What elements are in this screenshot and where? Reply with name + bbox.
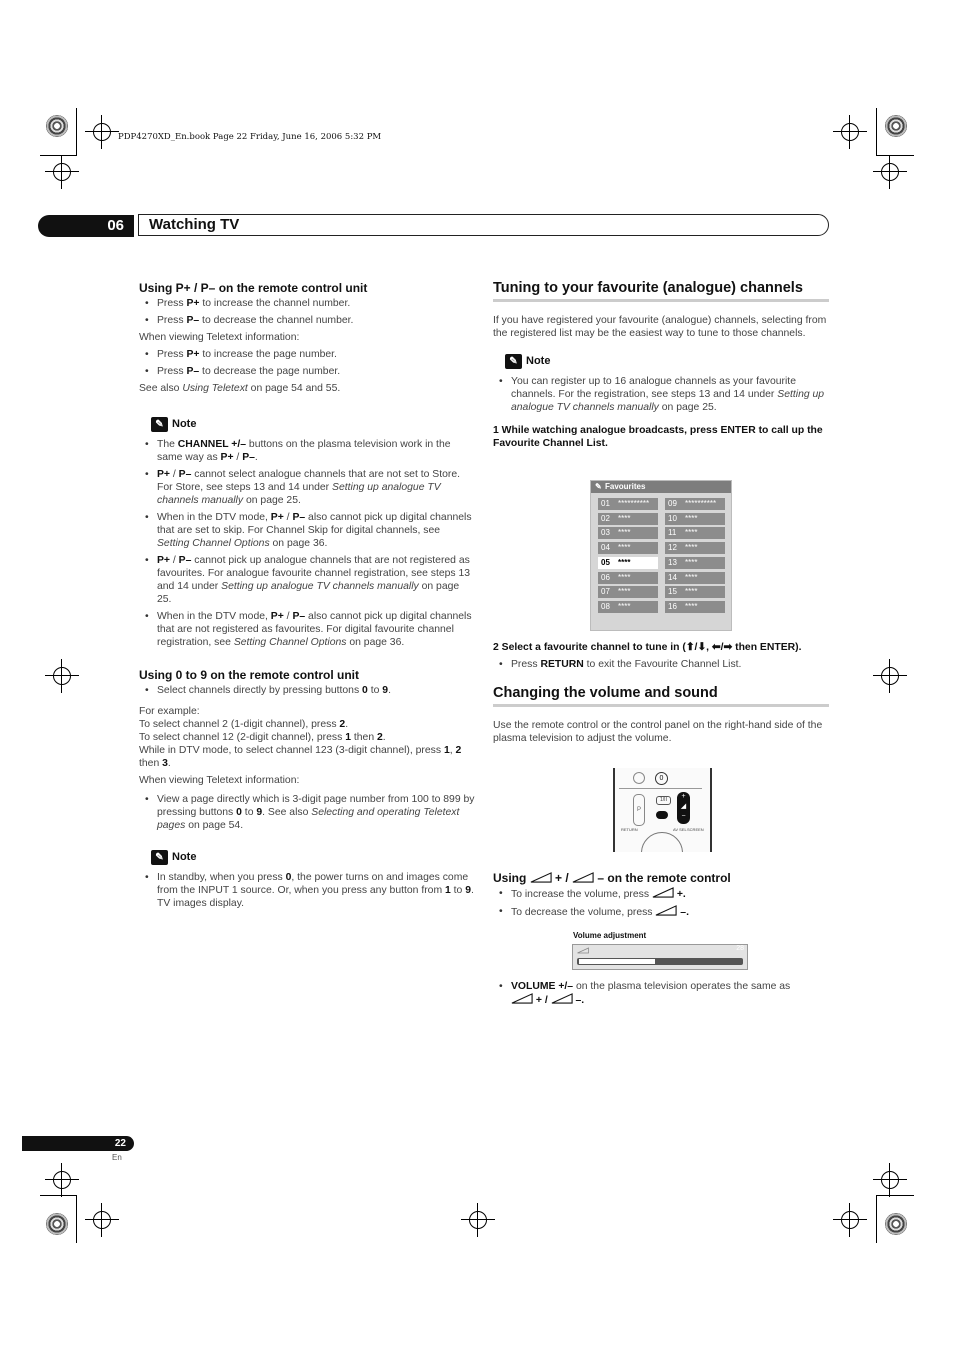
volume-fill bbox=[579, 959, 655, 964]
crop-mark bbox=[76, 108, 77, 156]
note-heading: ✎ Note bbox=[151, 417, 475, 432]
left-column bbox=[139, 282, 475, 914]
crop-mark bbox=[76, 1195, 77, 1243]
channel-name: **** bbox=[618, 557, 631, 567]
channel-number: 05 bbox=[601, 557, 610, 567]
channel-number: 07 bbox=[601, 587, 610, 597]
favourite-channel-row[interactable] bbox=[665, 572, 725, 584]
teletext-intro: When viewing Teletext information: bbox=[139, 332, 300, 343]
teletext-list bbox=[139, 348, 475, 378]
channel-number: 08 bbox=[601, 601, 610, 611]
channel-number: 12 bbox=[668, 543, 677, 553]
channel-number: 10 bbox=[668, 513, 677, 523]
registration-target bbox=[841, 1211, 859, 1229]
crop-mark bbox=[40, 155, 76, 156]
registration-target bbox=[93, 1211, 111, 1229]
list-item: • To increase the volume, press +. bbox=[493, 887, 829, 901]
volume-icon bbox=[530, 872, 552, 883]
channel-name: **** bbox=[685, 528, 698, 538]
digits-teletext-list bbox=[139, 793, 475, 832]
see-also: See also Using Teletext on page 54 and 55. bbox=[139, 383, 341, 394]
registration-target bbox=[53, 1171, 71, 1189]
right-column-volume bbox=[493, 872, 829, 923]
registration-target bbox=[881, 1171, 899, 1189]
favourite-channel-row[interactable] bbox=[598, 513, 658, 525]
note-heading: ✎ Note bbox=[505, 354, 829, 369]
channel-number: 02 bbox=[601, 513, 610, 523]
favourite-channel-row[interactable] bbox=[598, 586, 658, 598]
list-item: • Press P– to decrease the channel number. bbox=[139, 314, 475, 327]
remote-label-screen: SCREEN bbox=[687, 827, 704, 832]
digits-heading: Using 0 to 9 on the remote control unit bbox=[139, 668, 360, 682]
favourite-channel-row[interactable] bbox=[598, 601, 658, 613]
note-heading: ✎ Note bbox=[151, 850, 475, 865]
volume-section-heading: Changing the volume and sound bbox=[493, 687, 829, 707]
volume-osd-title: Volume adjustment bbox=[573, 931, 647, 940]
favourites-title-bar: ✎ Favourites bbox=[591, 481, 731, 493]
channel-name: **** bbox=[685, 601, 698, 611]
channel-number: 01 bbox=[601, 499, 610, 508]
favourite-channel-row[interactable] bbox=[598, 527, 658, 539]
channel-name: ********** bbox=[618, 499, 650, 508]
pplus-heading: Using P+ / P– on the remote control unit bbox=[139, 281, 368, 295]
list-item: • When in the DTV mode, P+ / P– also cannot pick up digital channels that are set to skip. For Channel Skip for digital channels, see Setting Channel Options on page 36. bbox=[139, 511, 475, 550]
favourite-channel-row[interactable] bbox=[598, 498, 658, 510]
remote-label-av-sel: AV SEL bbox=[673, 827, 687, 832]
channel-name: **** bbox=[685, 572, 698, 582]
channel-name: **** bbox=[685, 557, 698, 567]
remote-divider bbox=[619, 788, 702, 789]
pencil-icon: ✎ bbox=[595, 482, 602, 491]
list-item: • P+ / P– cannot pick up analogue channels that are not registered as favourites. For analogue favourite channel registration, see steps 13 and 14 under Setting up analogue TV channels manually on page 25. bbox=[139, 554, 475, 606]
channel-name: **** bbox=[685, 513, 698, 523]
list-item: • P+ / P– cannot select analogue channels that are not set to Store. For Store, see steps 13 and 14 under Setting up analogue TV channels manually on page 25. bbox=[139, 468, 475, 507]
channel-number: 11 bbox=[668, 528, 677, 538]
list-item: • Press P+ to increase the page number. bbox=[139, 348, 475, 361]
note2-list bbox=[139, 871, 475, 910]
right-column bbox=[493, 282, 829, 454]
chapter-title: Watching TV bbox=[149, 216, 240, 233]
volume-icon bbox=[511, 993, 533, 1004]
favourite-channel-row[interactable] bbox=[665, 542, 725, 554]
favourite-channel-row[interactable] bbox=[665, 527, 725, 539]
remote-volume-heading: Using + / – on the remote control bbox=[493, 871, 731, 885]
chapter-bar bbox=[138, 214, 829, 236]
channel-name: **** bbox=[685, 587, 698, 597]
favourite-channel-row[interactable] bbox=[598, 542, 658, 554]
favourite-channel-row[interactable] bbox=[665, 513, 725, 525]
pplus-list bbox=[139, 297, 475, 327]
channel-name: **** bbox=[618, 528, 631, 538]
registration-target bbox=[53, 667, 71, 685]
registration-target bbox=[841, 123, 859, 141]
remote-button-1-2: 1/II bbox=[656, 796, 671, 805]
favourite-channel-row[interactable] bbox=[665, 557, 725, 569]
favourites-list-screen bbox=[590, 480, 732, 631]
channel-number: 09 bbox=[668, 499, 677, 508]
channel-name: **** bbox=[618, 601, 631, 611]
fav-note-list bbox=[493, 375, 829, 414]
volume-icon bbox=[577, 947, 589, 954]
channel-name: **** bbox=[618, 513, 631, 523]
volume-list bbox=[493, 887, 829, 919]
volume-icon bbox=[572, 872, 594, 883]
crop-mark bbox=[876, 1195, 914, 1196]
favourite-channel-row[interactable] bbox=[665, 601, 725, 613]
right-column-step2 bbox=[493, 641, 829, 749]
volume-note-list bbox=[493, 980, 829, 1007]
volume-icon bbox=[655, 905, 677, 916]
channel-number: 13 bbox=[668, 557, 677, 567]
favourite-channel-row[interactable] bbox=[598, 557, 658, 569]
registration-target bbox=[881, 667, 899, 685]
remote-dpad bbox=[641, 832, 683, 852]
file-header: PDP4270XD_En.book Page 22 Friday, June 16, 2006 5:32 PM bbox=[118, 132, 382, 142]
registration-target bbox=[93, 123, 111, 141]
list-item: • Press RETURN to exit the Favourite Channel List. bbox=[493, 658, 829, 671]
remote-button bbox=[633, 772, 645, 784]
list-item: • In standby, when you press 0, the power turns on and images come from the INPUT 1 source. Or, when you press any button from 1 to 9. TV images display. bbox=[139, 871, 475, 910]
channel-name: **** bbox=[618, 543, 631, 553]
crop-mark bbox=[876, 1195, 877, 1243]
list-item: • To decrease the volume, press –. bbox=[493, 905, 829, 919]
list-item: • Press P+ to increase the channel number. bbox=[139, 297, 475, 310]
remote-volume-rocker: + ◢ − bbox=[677, 792, 690, 824]
favourite-channel-row[interactable] bbox=[665, 498, 725, 510]
chapter-number: 06 bbox=[38, 215, 134, 237]
teletext-intro: When viewing Teletext information: bbox=[139, 775, 300, 786]
volume-value: 28 bbox=[736, 945, 744, 952]
channel-number: 06 bbox=[601, 572, 610, 582]
list-item: • Select channels directly by pressing buttons 0 to 9. bbox=[139, 684, 475, 697]
remote-label-return: RETURN bbox=[621, 827, 638, 832]
step2-list bbox=[493, 658, 829, 671]
pencil-icon: ✎ bbox=[505, 354, 522, 369]
pencil-icon: ✎ bbox=[151, 850, 168, 865]
registration-starball-tr bbox=[885, 115, 907, 137]
volume-intro: Use the remote control or the control panel on the right-hand side of the plasma television to adjust the volume. bbox=[493, 720, 823, 744]
volume-icon bbox=[551, 993, 573, 1004]
list-item: • View a page directly which is 3-digit page number from 100 to 899 by pressing buttons 0 to 9. See also Selecting and operating Teletext pages on page 54. bbox=[139, 793, 475, 832]
channel-name: ********** bbox=[685, 499, 717, 508]
channel-number: 04 bbox=[601, 543, 610, 553]
crop-mark bbox=[876, 108, 877, 156]
registration-target bbox=[469, 1211, 487, 1229]
channel-name: **** bbox=[685, 543, 698, 553]
fav-intro: If you have registered your favourite (analogue) channels, selecting from the registered list may be the easiest way to tune to those channels. bbox=[493, 315, 827, 339]
right-column-volume-end bbox=[493, 980, 829, 1011]
channel-number: 03 bbox=[601, 528, 610, 538]
step-1: 1 While watching analogue broadcasts, press ENTER to call up the Favourite Channel List. bbox=[493, 425, 823, 449]
favourite-channel-row[interactable] bbox=[598, 572, 658, 584]
page-number: 22 bbox=[22, 1136, 134, 1151]
channel-number: 14 bbox=[668, 572, 677, 582]
remote-p-rocker: P bbox=[633, 794, 645, 826]
registration-target bbox=[53, 163, 71, 181]
example-block: For example: To select channel 2 (1-digit channel), press 2. To select channel 12 (2-digit channel), press 1 then 2. While in DTV mode, to select channel 123 (3-digit channel), press 1, 2 then 3. bbox=[139, 706, 462, 769]
step-2: 2 Select a favourite channel to tune in (⬆/⬇, ⬅/➡ then ENTER). bbox=[493, 642, 802, 653]
remote-mute-button bbox=[656, 811, 668, 819]
registration-starball-br bbox=[885, 1213, 907, 1235]
crop-mark bbox=[876, 155, 914, 156]
channel-number: 15 bbox=[668, 587, 677, 597]
note1-list bbox=[139, 438, 475, 649]
list-item: • When in the DTV mode, P+ / P– also cannot pick up digital channels that are not registered as favourites. For digital favourite channel registration, see Setting Channel Options on page 36. bbox=[139, 610, 475, 649]
channel-number: 16 bbox=[668, 601, 677, 611]
favourite-channel-row[interactable] bbox=[665, 586, 725, 598]
list-item: • VOLUME +/– on the plasma television operates the same as + / –. bbox=[493, 980, 829, 1007]
pencil-icon: ✎ bbox=[151, 417, 168, 432]
fav-section-heading: Tuning to your favourite (analogue) channels bbox=[493, 282, 829, 302]
list-item: • Press P– to decrease the page number. bbox=[139, 365, 475, 378]
channel-name: **** bbox=[618, 572, 631, 582]
channel-name: **** bbox=[618, 587, 631, 597]
volume-bar bbox=[577, 958, 743, 965]
registration-starball-tl bbox=[46, 115, 68, 137]
digits-list bbox=[139, 684, 475, 697]
registration-target bbox=[881, 163, 899, 181]
list-item: • You can register up to 16 analogue channels as your favourite channels. For the registration, see steps 13 and 14 under Setting up analogue TV channels manually on page 25. bbox=[493, 375, 829, 414]
remote-button-0: 0 bbox=[655, 772, 668, 785]
crop-mark bbox=[40, 1195, 76, 1196]
volume-osd bbox=[572, 944, 748, 970]
remote-control-illustration bbox=[613, 768, 712, 852]
list-item: • The CHANNEL +/– buttons on the plasma television work in the same way as P+ / P–. bbox=[139, 438, 475, 464]
volume-icon bbox=[652, 887, 674, 898]
page-language: En bbox=[112, 1153, 122, 1162]
registration-starball-bl bbox=[46, 1213, 68, 1235]
